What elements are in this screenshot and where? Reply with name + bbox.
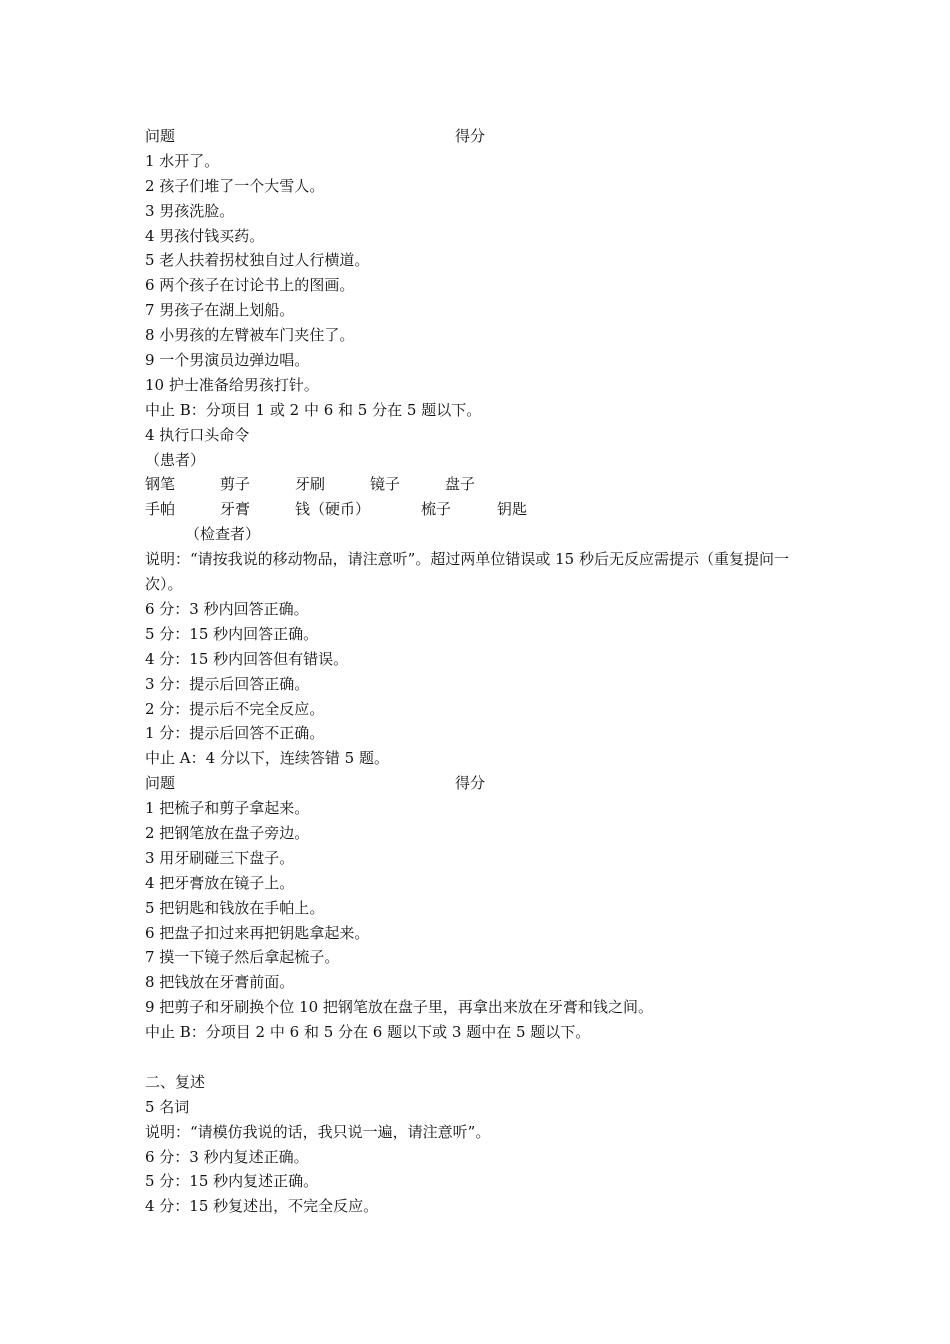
list-item: 1 水开了。	[145, 151, 220, 170]
object-label: 钥匙	[497, 500, 528, 519]
document-content	[145, 124, 825, 1219]
section-title: 4 执行口头命令	[145, 425, 250, 444]
object-label: 梳子	[421, 500, 452, 519]
object-label: 牙刷	[295, 475, 326, 494]
list-item: 6 把盘子扣过来再把钥匙拿起来。	[145, 923, 370, 942]
list-item: 10 护士准备给男孩打针。	[145, 375, 319, 394]
instruction-text: 说明：“请模仿我说的话，我只说一遍，请注意听”。	[145, 1122, 491, 1141]
score-criterion: 6 分：3 秒内复述正确。	[145, 1147, 309, 1166]
list-item: 5 把钥匙和钱放在手帕上。	[145, 898, 325, 917]
score-criterion: 4 分：15 秒内回答但有错误。	[145, 649, 349, 668]
score-criterion: 5 分：15 秒内复述正确。	[145, 1172, 319, 1191]
object-label: 镜子	[370, 475, 401, 494]
score-criterion: 6 分：3 秒内回答正确。	[145, 599, 309, 618]
list-item: 6 两个孩子在讨论书上的图画。	[145, 276, 355, 295]
table-header	[145, 124, 825, 149]
score-criterion: 2 分：提示后不完全反应。	[145, 699, 325, 718]
patient-label: （患者）	[145, 450, 206, 469]
blank-line	[145, 1045, 825, 1070]
stop-rule-b: 中止 B：分项目 2 中 6 和 5 分在 6 题以下或 3 题中在 5 题以下。	[145, 1023, 591, 1042]
subsection-title: 5 名词	[145, 1097, 190, 1116]
objects-row-1	[145, 472, 825, 497]
score-criterion: 1 分：提示后回答不正确。	[145, 724, 325, 743]
object-label: 手帕	[145, 500, 176, 519]
list-item: 7 摸一下镜子然后拿起梳子。	[145, 948, 340, 967]
list-item: 2 把钢笔放在盘子旁边。	[145, 823, 310, 842]
header-question: 问题	[145, 127, 176, 145]
header-score: 得分	[455, 127, 486, 145]
list-item: 4 把牙膏放在镜子上。	[145, 873, 295, 892]
score-criterion: 5 分：15 秒内回答正确。	[145, 624, 319, 643]
table-header	[145, 771, 825, 796]
list-item: 4 男孩付钱买药。	[145, 226, 265, 245]
list-item: 7 男孩子在湖上划船。	[145, 301, 295, 320]
stop-rule-b: 中止 B：分项目 1 或 2 中 6 和 5 分在 5 题以下。	[145, 400, 482, 419]
list-item: 2 孩子们堆了一个大雪人。	[145, 176, 325, 195]
score-criterion: 3 分：提示后回答正确。	[145, 674, 310, 693]
examiner-label: （检查者）	[185, 525, 261, 544]
header-score: 得分	[455, 774, 486, 793]
list-item: 8 把钱放在牙膏前面。	[145, 973, 295, 992]
list-item: 9 一个男演员边弹边唱。	[145, 351, 310, 370]
objects-row-2	[145, 497, 825, 522]
list-item: 8 小男孩的左臂被车门夹住了。	[145, 326, 355, 345]
object-label: 钱（硬币）	[295, 500, 371, 519]
list-item: 9 把剪子和牙刷换个位 10 把钢笔放在盘子里，再拿出来放在牙膏和钱之间。	[145, 998, 653, 1017]
instruction-text: 说明：“请按我说的移动物品，请注意听”。超过两单位错误或 15 秒后无反应需提示（重复提问一次）。	[145, 550, 789, 594]
score-criterion: 4 分：15 秒复述出，不完全反应。	[145, 1197, 379, 1216]
object-label: 剪子	[220, 475, 251, 494]
list-item: 5 老人扶着拐杖独自过人行横道。	[145, 251, 370, 270]
list-item: 3 用牙刷碰三下盘子。	[145, 848, 295, 867]
object-label: 钢笔	[145, 475, 176, 494]
list-item: 3 男孩洗脸。	[145, 201, 235, 220]
stop-rule-a: 中止 A：4 分以下，连续答错 5 题。	[145, 749, 389, 768]
object-label: 牙膏	[220, 500, 251, 519]
section-heading: 二、复述	[145, 1072, 206, 1091]
header-question: 问题	[145, 774, 176, 793]
list-item: 1 把梳子和剪子拿起来。	[145, 799, 310, 818]
object-label: 盘子	[445, 475, 476, 494]
